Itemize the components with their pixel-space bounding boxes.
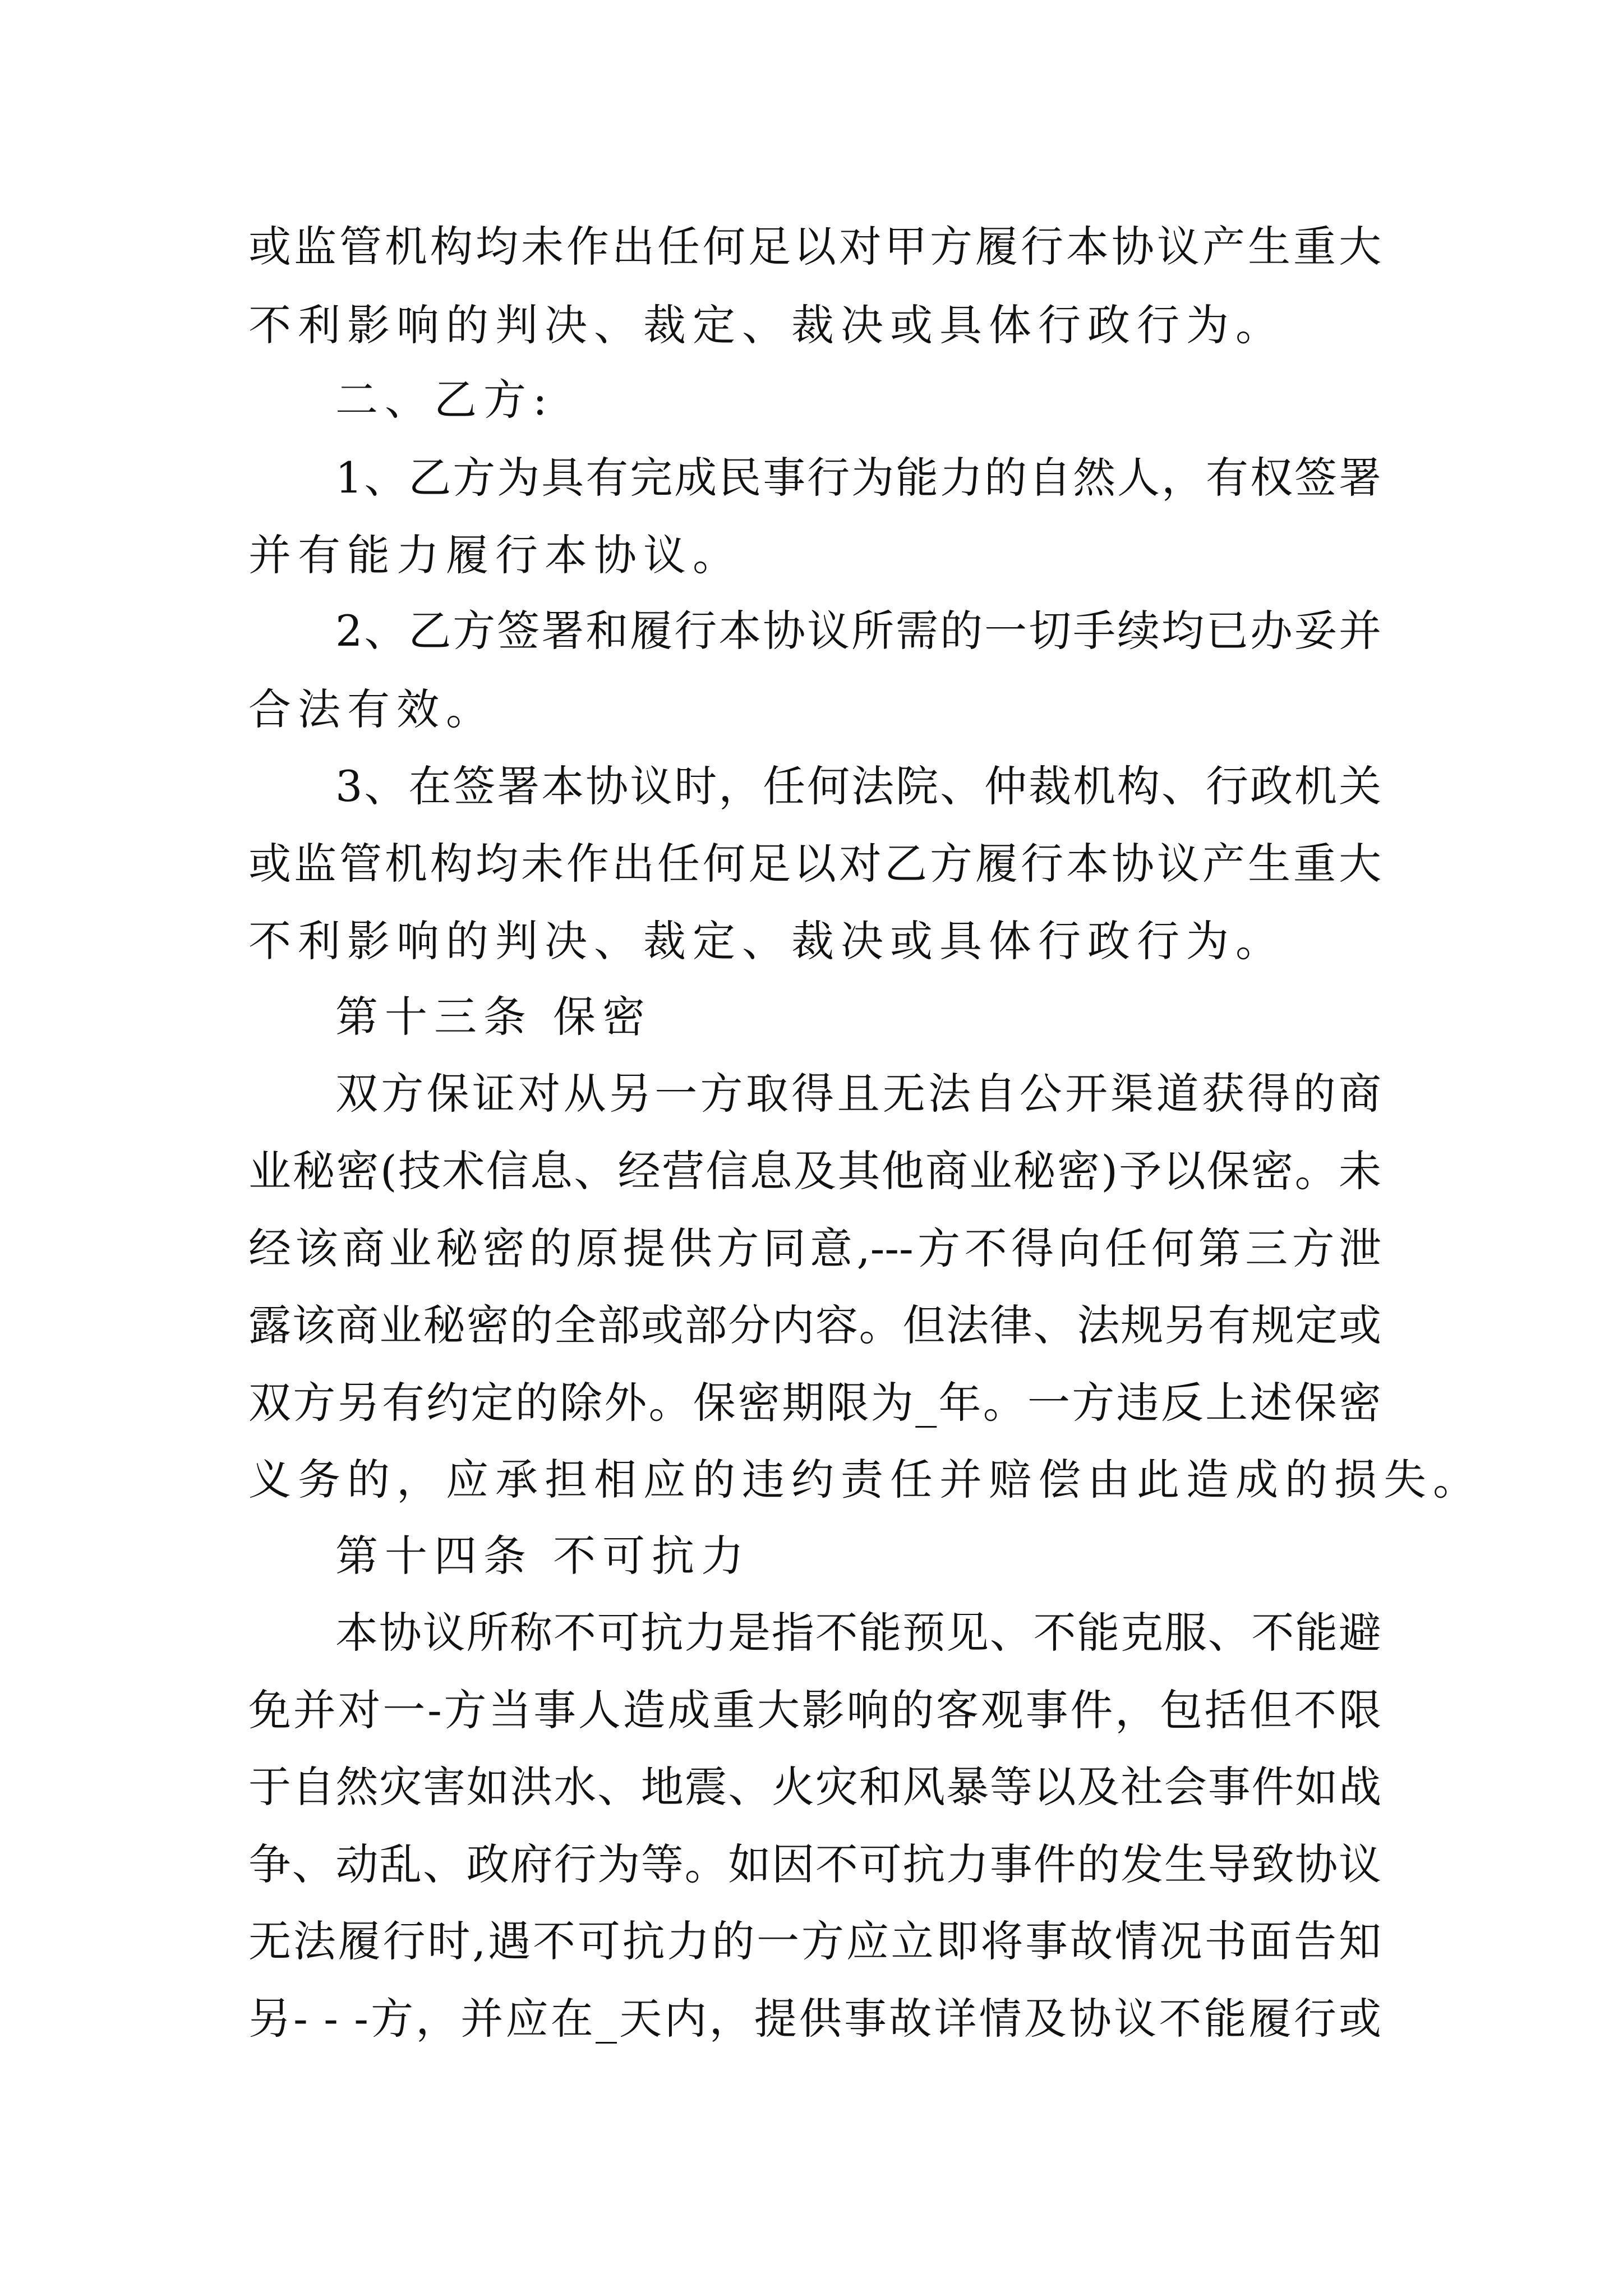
text-line: 于自然灾害如洪水、地震、火灾和风暴等以及社会事件如战 [248,1762,1381,1812]
article-heading: 第十四条 不可抗力 [335,1531,751,1581]
text-line: 1、乙方为具有完成民事行为能力的自然人，有权签署 [335,453,1381,503]
section-heading: 二、乙方: [335,375,554,425]
text-line: 或监管机构均未作出任何足以对甲方履行本协议产生重大 [248,222,1381,272]
text-line: 不利影响的判决、裁定、裁决或具体行政行为。 [248,300,1285,350]
text-line: 无法履行时,遇不可抗力的一方应立即将事故情况书面告知 [248,1916,1381,1966]
text-line: 争、动乱、政府行为等。如因不可抗力事件的发生导致协议 [248,1839,1381,1889]
text-line: 另- - -方，并应在_天内，提供事故详情及协议不能履行或 [248,1994,1381,2044]
text-line: 免并对一-方当事人造成重大影响的客观事件，包括但不限 [248,1685,1381,1735]
text-line: 经该商业秘密的原提供方同意,---方不得向任何第三方泄 [248,1223,1381,1273]
text-line: 不利影响的判决、裁定、裁决或具体行政行为。 [248,916,1285,966]
text-line: 合法有效。 [248,684,495,734]
text-line: 业秘密(技术信息、经营信息及其他商业秘密)予以保密。未 [248,1146,1381,1196]
text-line: 露该商业秘密的全部或部分内容。但法律、法规另有规定或 [248,1300,1381,1350]
text-line: 双方另有约定的除外。保密期限为_年。一方违反上述保密 [248,1378,1381,1428]
text-line: 并有能力履行本协议。 [248,530,742,580]
text-line: 义务的，应承担相应的违约责任并赔偿由此造成的损失。 [248,1455,1482,1504]
text-line: 2、乙方签署和履行本协议所需的一切手续均已办妥并 [335,606,1381,656]
text-line: 3、在签署本协议时，任何法院、仲裁机构、行政机关 [335,761,1381,811]
text-line: 本协议所称不可抗力是指不能预见、不能克服、不能避 [335,1608,1381,1658]
text-line: 或监管机构均未作出任何足以对乙方履行本协议产生重大 [248,839,1381,889]
article-heading: 第十三条 保密 [335,992,652,1042]
text-line: 双方保证对从另一方取得且无法自公开渠道获得的商 [335,1069,1381,1119]
